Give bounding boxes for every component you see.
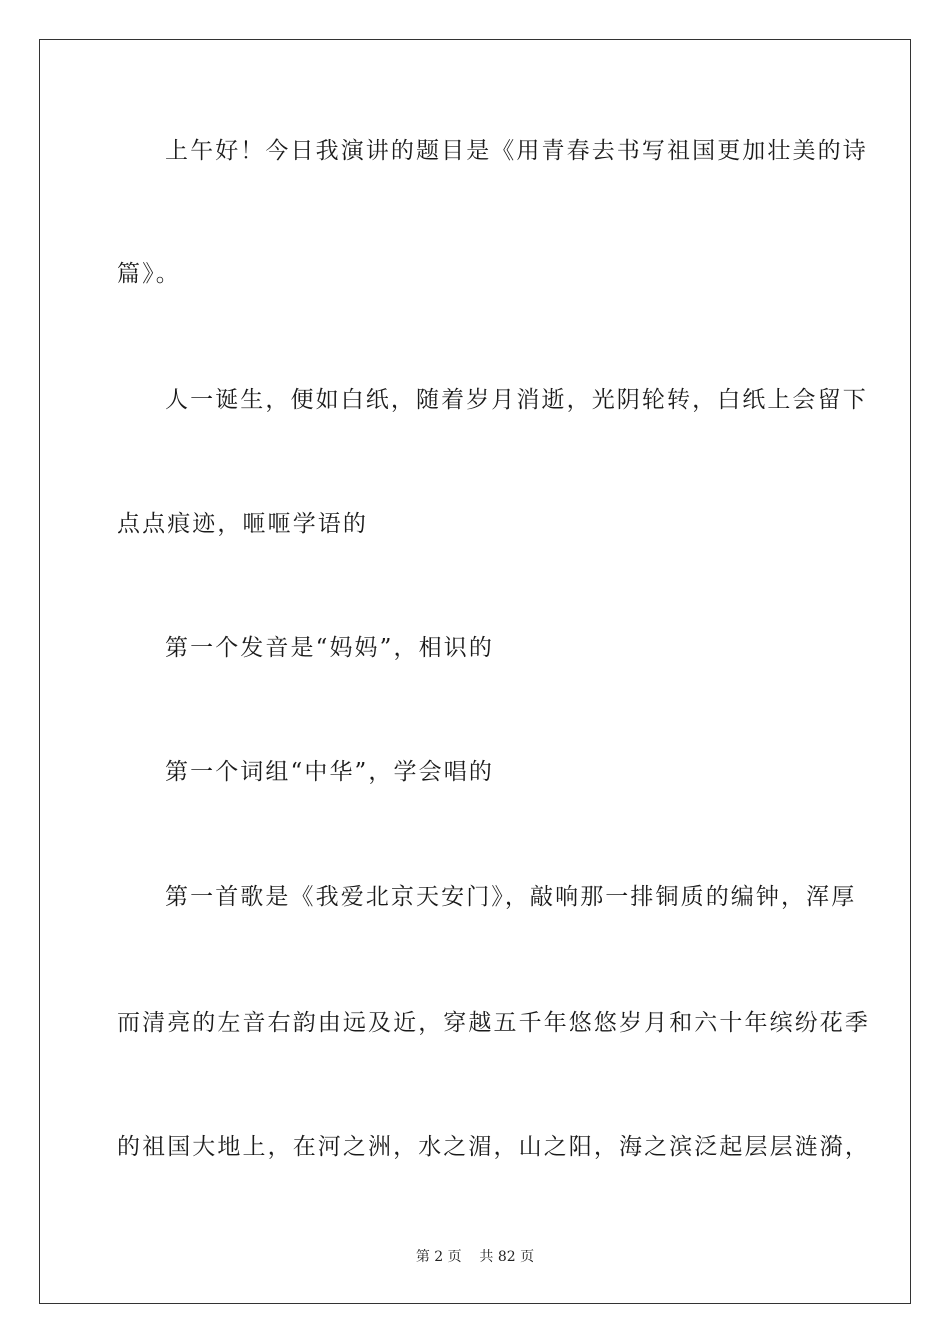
page-number-footer: 第 2 页 共 82 页	[415, 1249, 535, 1265]
text-line: 第一个词组“中华”，学会唱的	[165, 759, 494, 785]
text-line: 上午好！今日我演讲的题目是《用青春去书写祖国更加壮美的诗	[165, 138, 868, 164]
text-line: 点点痕迹，咂咂学语的	[117, 511, 368, 537]
text-line: 第一个发音是“妈妈”，相识的	[165, 635, 494, 661]
text-line: 人一诞生，便如白纸，随着岁月消逝，光阴轮转，白纸上会留下	[165, 387, 868, 413]
page-border	[39, 39, 911, 1304]
text-line: 的祖国大地上，在河之洲，水之湄，山之阳，海之滨泛起层层涟漪，	[117, 1134, 870, 1160]
text-line: 篇》。	[117, 261, 181, 287]
text-line: 第一首歌是《我爱北京天安门》，敲响那一排铜质的编钟，浑厚	[165, 884, 857, 910]
text-line: 而清亮的左音右韵由远及近，穿越五千年悠悠岁月和六十年缤纷花季	[117, 1010, 870, 1036]
